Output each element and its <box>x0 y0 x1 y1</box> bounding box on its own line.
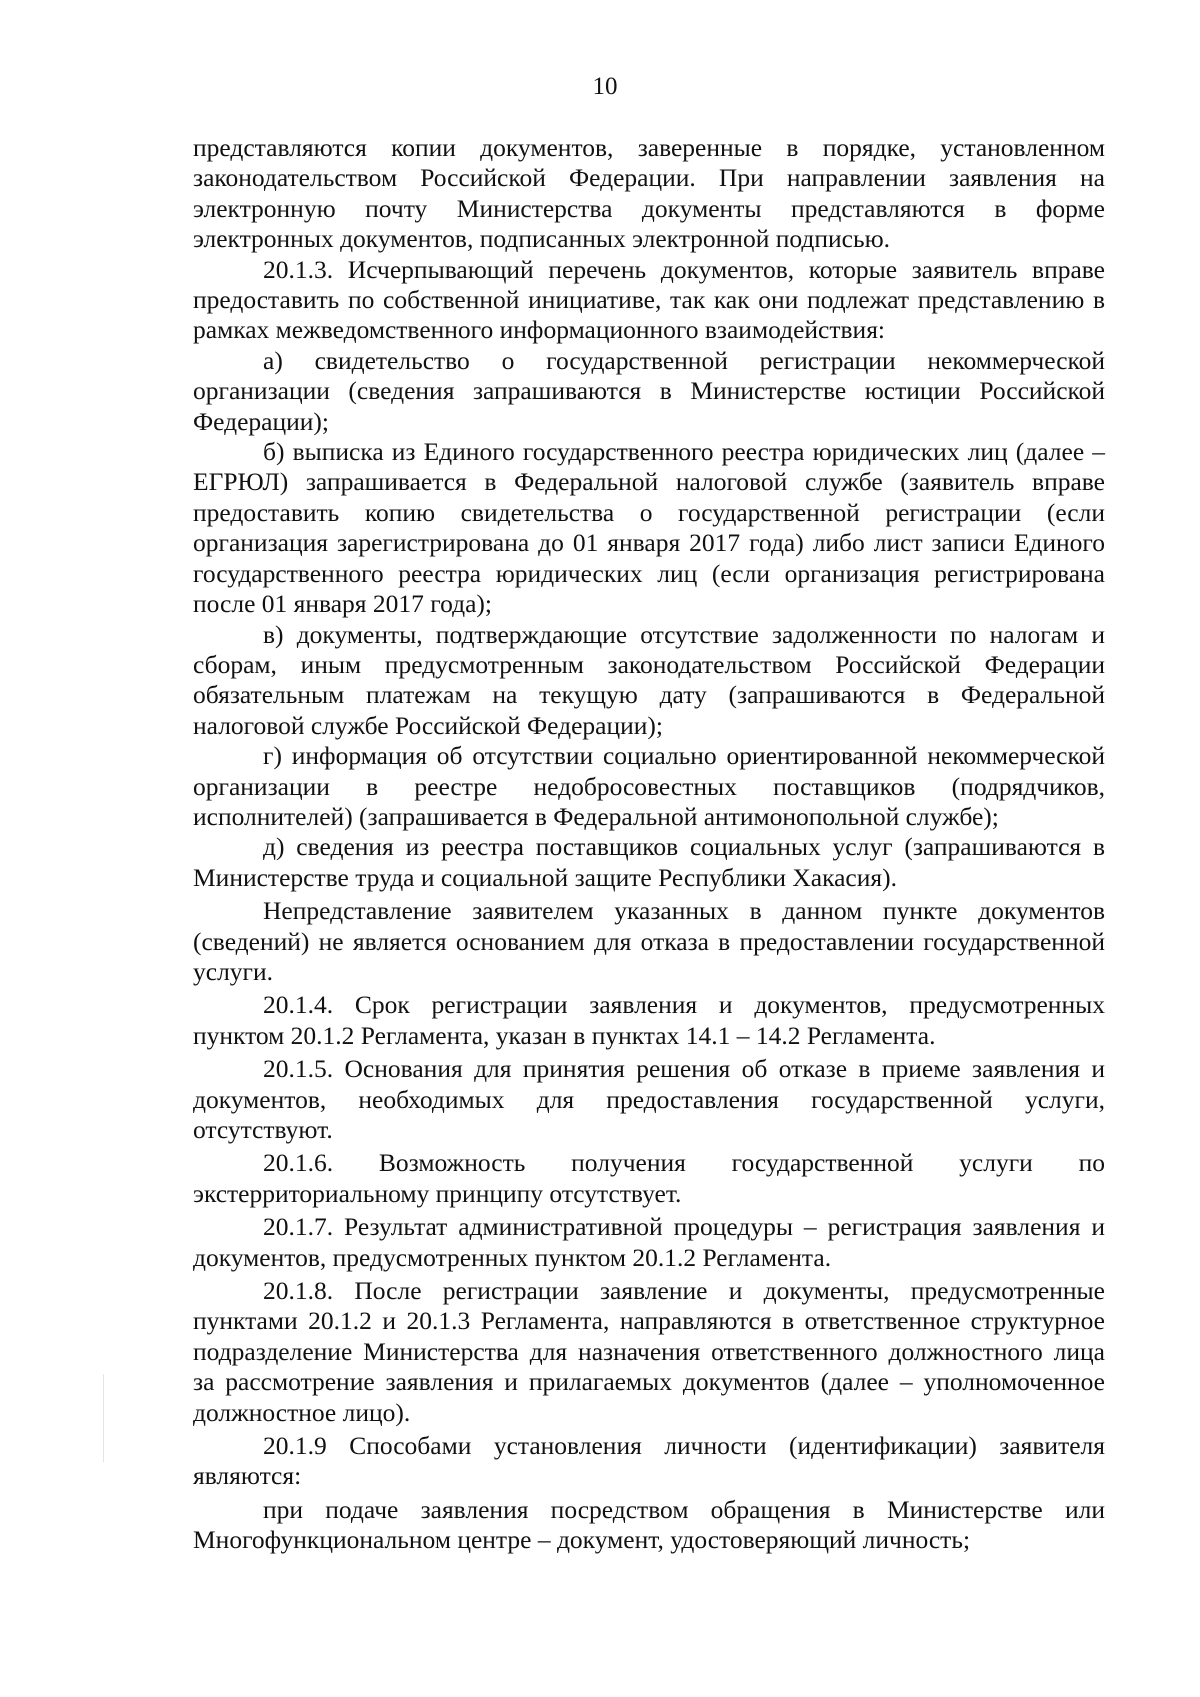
document-body <box>193 133 1105 1556</box>
paragraph-identification-method: при подаче заявления посредством обращения в Министерстве или Многофункциональном центре – документ, удостоверяющий личность; <box>193 1494 1105 1555</box>
paragraph-non-submission: Непредставление заявителем указанных в данном пункте документов (сведений) не является основанием для отказа в предоставлении государственной услуги. <box>193 896 1105 986</box>
page-number: 10 <box>592 73 618 100</box>
paragraph-20-1-9: 20.1.9 Способами установления личности (идентификации) заявителя являются: <box>193 1431 1105 1491</box>
paragraph-20-1-4: 20.1.4. Срок регистрации заявления и документов, предусмотренных пунктом 20.1.2 Регламента, указан в пунктах 14.1 – 14.2 Регламента. <box>193 990 1105 1050</box>
paragraph-continuation: представляются копии документов, заверенные в порядке, установленном законодательством Российской Федерации. При направлении заявления на электронную почту Министерства документы представляются в форме электронных документов, подписанных электронной подписью. <box>193 133 1105 254</box>
list-item-g: г) информация об отсутствии социально ориентированной некоммерческой организации в реестре недобросовестных поставщиков (подрядчиков, исполнителей) (запрашивается в Федеральной антимонопольной службе); <box>193 741 1105 831</box>
paragraph-20-1-7: 20.1.7. Результат административной процедуры – регистрация заявления и документов, предусмотренных пунктом 20.1.2 Регламента. <box>193 1212 1105 1272</box>
scan-artifact-line <box>103 1374 104 1462</box>
paragraph-20-1-6: 20.1.6. Возможность получения государственной услуги по экстерриториальному принципу отсутствует. <box>193 1148 1105 1208</box>
paragraph-20-1-8: 20.1.8. После регистрации заявление и документы, предусмотренные пунктами 20.1.2 и 20.1.3 Регламента, направляются в ответственное структурное подразделение Министерства для назначения ответственного должностного лица за рассмотрение заявления и прилагаемых документов (далее – уполномоченное должностное лицо). <box>193 1276 1105 1427</box>
list-item-d: д) сведения из реестра поставщиков социальных услуг (запрашиваются в Министерстве труда и социальной защите Республики Хакасия). <box>193 832 1105 892</box>
paragraph-20-1-3: 20.1.3. Исчерпывающий перечень документов, которые заявитель вправе предоставить по собственной инициативе, так как они подлежат представлению в рамках межведомственного информационного взаимодействия: <box>193 254 1105 345</box>
list-item-b: б) выписка из Единого государственного реестра юридических лиц (далее – ЕГРЮЛ) запрашивается в Федеральной налоговой службе (заявитель вправе предоставить копию свидетельства о государственной регистрации (если организация зарегистрирована до 01 января 2017 года) либо лист записи Единого государственного реестра юридических лиц (если организация регистрирована после 01 января 2017 года); <box>193 437 1105 619</box>
paragraph-20-1-5: 20.1.5. Основания для принятия решения об отказе в приеме заявления и документов, необходимых для предоставления государственной услуги, отсутствуют. <box>193 1054 1105 1144</box>
list-item-v: в) документы, подтверждающие отсутствие задолженности по налогам и сборам, иным предусмотренным законодательством Российской Федерации обязательным платежам на текущую дату (запрашиваются в Федеральной налоговой службе Российской Федерации); <box>193 619 1105 740</box>
list-item-a: а) свидетельство о государственной регистрации некоммерческой организации (сведения запрашиваются в Министерстве юстиции Российской Федерации); <box>193 345 1105 436</box>
